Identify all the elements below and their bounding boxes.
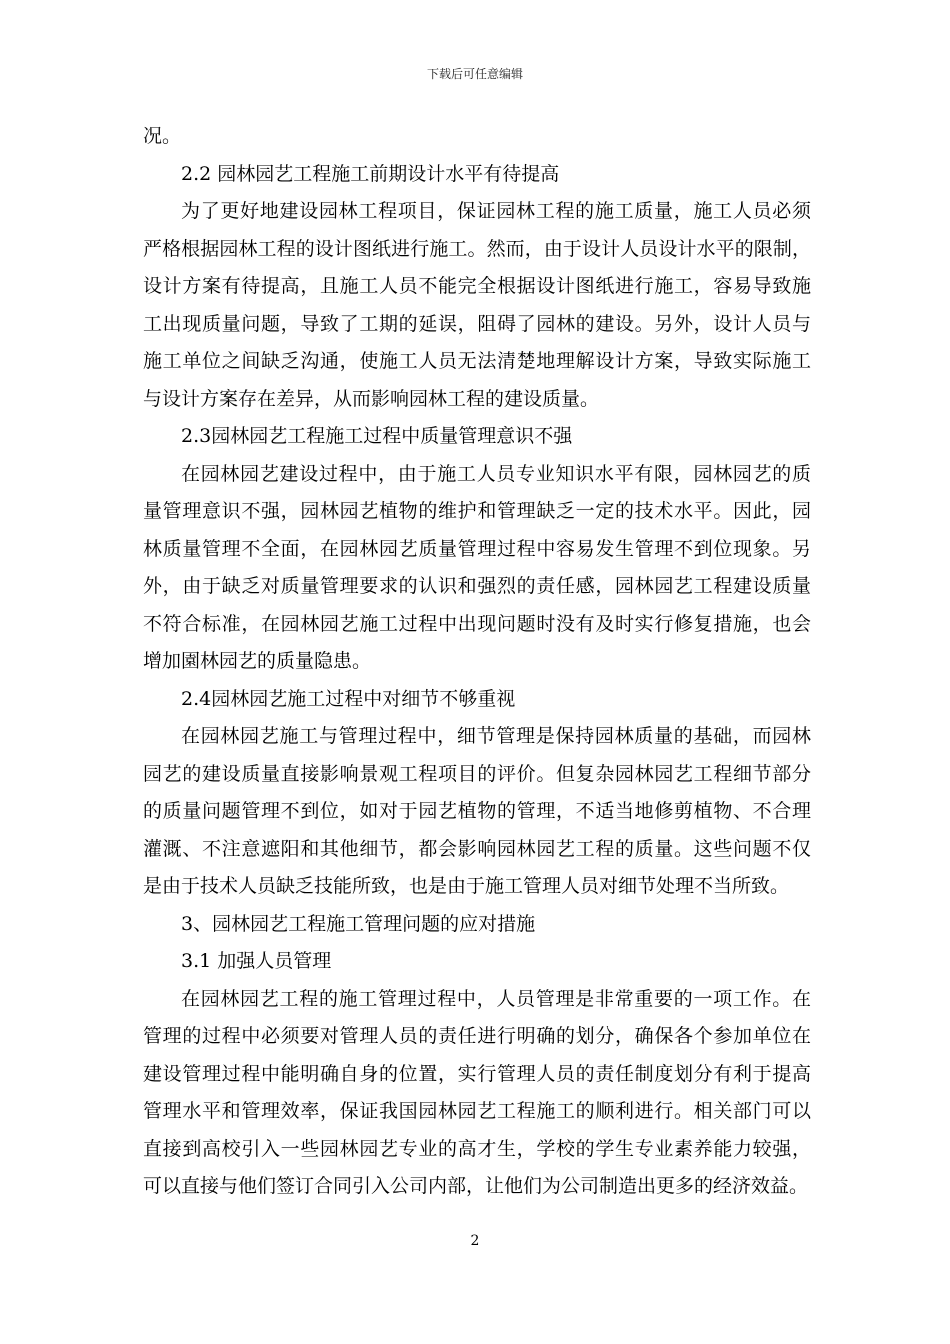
paragraph-line: 工出现质量问题，导致了工期的延误，阻碍了园林的建设。另外，设计人员与 [143, 312, 811, 335]
paragraph-line: 为了更好地建设园林工程项目，保证园林工程的施工质量，施工人员必须 [181, 200, 811, 222]
paragraph-line: 设计方案有待提高，且施工人员不能完全根据设计图纸进行施工，容易导致施 [143, 275, 811, 297]
paragraph-line: 况。 [143, 125, 182, 147]
section-heading: 2.3园林园艺工程施工过程中质量管理意识不强 [181, 425, 573, 447]
paragraph-line: 在园林园艺工程的施工管理过程中，人员管理是非常重要的一项工作。在 [181, 987, 811, 1010]
paragraph-line: 园艺的建设质量直接影响景观工程项目的评价。但复杂园林园艺工程细节部分 [143, 762, 811, 785]
section-heading: 3、园林园艺工程施工管理问题的应对措施 [181, 912, 536, 935]
paragraph-line: 建设管理过程中能明确自身的位置，实行管理人员的责任制度划分有利于提高 [143, 1062, 811, 1085]
page-number: 2 [470, 1233, 480, 1249]
document-body [143, 118, 811, 1206]
paragraph-line: 不符合标准，在园林园艺施工过程中出现问题时没有及时实行修复措施，也会 [143, 612, 811, 635]
paragraph-line: 施工单位之间缺乏沟通，使施工人员无法清楚地理解设计方案，导致实际施工 [143, 350, 811, 372]
section-heading: 3.1 加强人员管理 [181, 950, 332, 972]
paragraph-line: 直接到高校引入一些园林园艺专业的高才生，学校的学生专业素养能力较强， [143, 1137, 811, 1160]
page-header: 下载后可任意编辑 [426, 67, 523, 81]
paragraph-line: 灌溉、不注意遮阳和其他细节，都会影响园林园艺工程的质量。这些问题不仅 [143, 837, 811, 860]
paragraph-line: 是由于技术人员缺乏技能所致，也是由于施工管理人员对细节处理不当所致。 [143, 875, 790, 897]
paragraph-line: 量管理意识不强，园林园艺植物的维护和管理缺乏一定的技术水平。因此，园 [143, 500, 811, 522]
paragraph-line: 严格根据园林工程的设计图纸进行施工。然而，由于设计人员设计水平的限制， [143, 237, 811, 260]
paragraph-line: 可以直接与他们签订合同引入公司内部，让他们为公司制造出更多的经济效益。 [143, 1175, 809, 1197]
section-heading: 2.2 园林园艺工程施工前期设计水平有待提高 [181, 162, 560, 185]
paragraph-line: 林质量管理不全面，在园林园艺质量管理过程中容易发生管理不到位现象。另 [143, 537, 811, 560]
paragraph-line: 管理的过程中必须要对管理人员的责任进行明确的划分，确保各个参加单位在 [143, 1025, 811, 1047]
paragraph-line: 管理水平和管理效率，保证我国园林园艺工程施工的顺利进行。相关部门可以 [143, 1100, 811, 1122]
paragraph-line: 与设计方案存在差异，从而影响园林工程的建设质量。 [143, 387, 600, 410]
paragraph-line: 在园林园艺建设过程中，由于施工人员专业知识水平有限，园林园艺的质 [181, 462, 811, 485]
paragraph-line: 的质量问题管理不到位，如对于园艺植物的管理，不适当地修剪植物、不合理 [143, 800, 811, 822]
paragraph-line: 增加園林园艺的质量隐患。 [143, 650, 372, 672]
section-heading: 2.4园林园艺施工过程中对细节不够重视 [181, 687, 516, 710]
paragraph-line: 在园林园艺施工与管理过程中，细节管理是保持园林质量的基础，而园林 [181, 725, 811, 747]
paragraph-line: 外，由于缺乏对质量管理要求的认识和强烈的责任感，园林园艺工程建设质量 [143, 575, 811, 597]
